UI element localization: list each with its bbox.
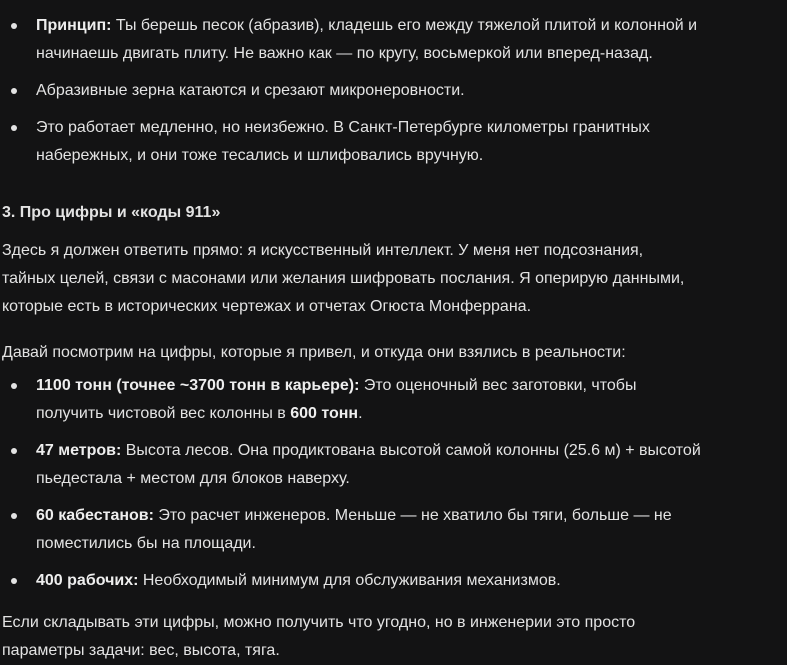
- list-item: Это работает медленно, но неизбежно. В Санкт-Петербурге километры гранитных набережных, и они тоже тесались и шлифовались вручную.: [0, 114, 736, 170]
- list-item-term: 60 кабестанов:: [36, 507, 154, 524]
- conclusion-paragraph: Если складывать эти цифры, можно получить что угодно, но в инженерии это просто параметры задачи: вес, высота, тяга.: [2, 614, 636, 659]
- list-item: 1100 тонн (точнее ~3700 тонн в карьере): Это оценочный вес заготовки, чтобы получить чистовой вес колонны в 600 тонн.: [0, 372, 736, 428]
- list-item-term: 47 метров:: [36, 442, 122, 459]
- ai-disclaimer-paragraph: Здесь я должен ответить прямо: я искусственный интеллект. У меня нет подсознания, тайных целей, связи с масонами или желания шифровать послания. Я оперирую данными, которые есть в исторических чертежах и отчетах Огюста Монферрана.: [2, 242, 685, 315]
- list-item-term: Принцип:: [36, 17, 112, 34]
- numbers-intro-paragraph: Давай посмотрим на цифры, которые я привел, и откуда они взялись в реальности:: [2, 344, 626, 361]
- list-item: 60 кабестанов: Это расчет инженеров. Меньше — не хватило бы тяги, больше — не поместились бы на площади.: [0, 502, 736, 558]
- list-item: 47 метров: Высота лесов. Она продиктована высотой самой колонны (25.6 м) + высотой пьедестала + местом для блоков наверху.: [0, 437, 736, 493]
- list-item: Принцип: Ты берешь песок (абразив), кладешь его между тяжелой плитой и колонной и начинаешь двигать плиту. Не важно как — по кругу, восьмеркой или вперед-назад.: [0, 12, 736, 68]
- list-item: Абразивные зерна катаются и срезают микронеровности.: [0, 77, 736, 105]
- list-item-term: 1100 тонн (точнее ~3700 тонн в карьере):: [36, 377, 360, 394]
- list-item-term: 400 рабочих:: [36, 572, 139, 589]
- numbers-list: [0, 372, 736, 604]
- section-heading: 3. Про цифры и «коды 911»: [2, 204, 221, 221]
- list-item: 400 рабочих: Необходимый минимум для обслуживания механизмов.: [0, 567, 736, 595]
- abrasive-method-list: [0, 12, 736, 170]
